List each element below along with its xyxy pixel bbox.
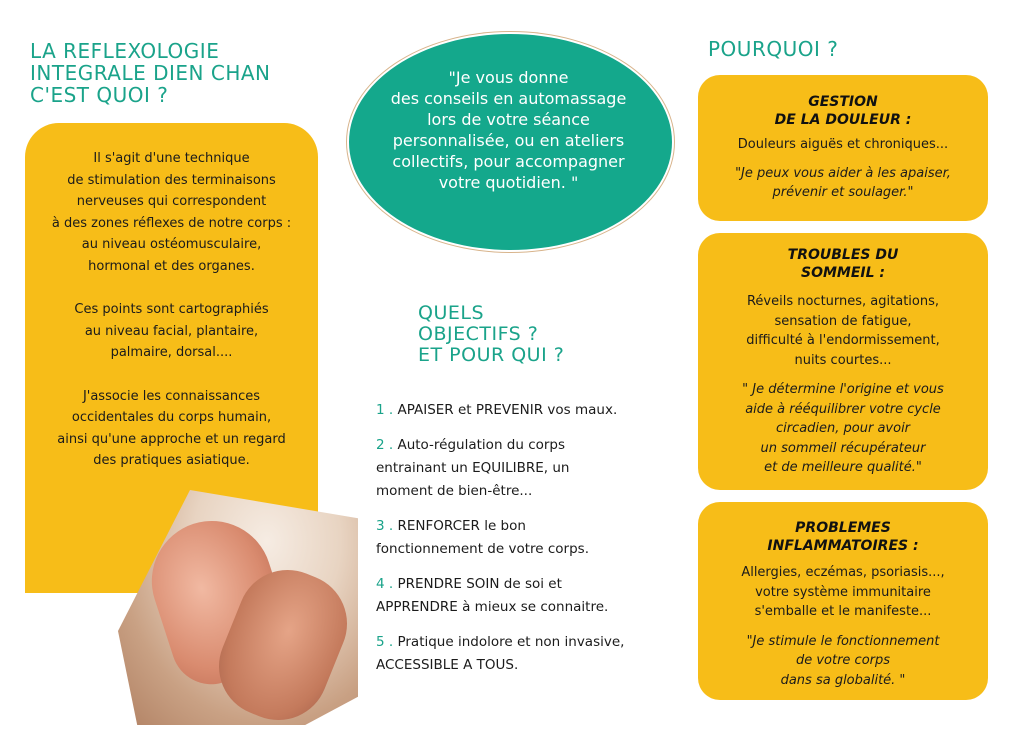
left-description — [25, 148, 318, 494]
card-body: Allergies, eczémas, psoriasis..., votre système immunitaire s'emballe et le manifeste... — [741, 565, 945, 619]
objective-text: Pratique indolore et non invasive, ACCESSIBLE A TOUS. — [376, 634, 625, 673]
left-heading-line: LA REFLEXOLOGIE — [30, 39, 220, 63]
card-body: Réveils nocturnes, agitations, sensation de fatigue, difficulté à l'endormissement, nuits courtes... — [746, 294, 940, 368]
description-paragraph: Ces points sont cartographiés au niveau facial, plantaire, palmaire, dorsal.... — [74, 302, 269, 361]
objective-item — [376, 573, 676, 619]
why-heading: POURQUOI ? — [708, 37, 839, 61]
objective-number: 5 . — [376, 634, 394, 650]
left-heading-line: INTEGRALE DIEN CHAN — [30, 61, 271, 85]
card-quote: "Je peux vous aider à les apaiser, prévenir et soulager." — [735, 165, 951, 200]
objectives-list — [376, 399, 676, 689]
objective-number: 1 . — [376, 402, 394, 418]
objective-number: 3 . — [376, 518, 394, 534]
card-title: TROUBLES DU SOMMEIL : — [787, 247, 899, 281]
objective-text: RENFORCER le bon fonctionnement de votre corps. — [376, 518, 589, 557]
description-paragraph: Il s'agit d'une technique de stimulation des terminaisons nerveuses qui correspondent à des zones réflexes de notre corps : au niveau ostéomusculaire, hormonal et des organes. — [51, 151, 292, 274]
objective-number: 4 . — [376, 576, 394, 592]
objective-item — [376, 515, 676, 561]
objectives-heading-line: QUELS — [418, 302, 485, 324]
objective-item — [376, 631, 676, 677]
left-heading — [30, 40, 330, 106]
card-title: GESTION DE LA DOULEUR : — [774, 94, 912, 128]
objectives-heading-line: ET POUR QUI ? — [418, 343, 565, 366]
objective-item — [376, 434, 676, 503]
objective-item — [376, 399, 676, 422]
inflammatory-problems-card — [698, 502, 988, 700]
description-paragraph: J'associe les connaissances occidentales du corps humain, ainsi qu'une approche et un regard des pratiques asiatique. — [57, 388, 286, 469]
objective-text: APAISER et PREVENIR vos maux. — [393, 402, 618, 418]
card-body: Douleurs aiguës et chroniques... — [737, 137, 949, 152]
card-quote: " Je détermine l'origine et vous aide à rééquilibrer votre cycle circadien, pour avoir un sommeil récupérateur et de meilleure qualité." — [742, 382, 944, 475]
objectives-heading — [418, 303, 564, 366]
card-title: PROBLEMES INFLAMMATOIRES : — [767, 520, 919, 554]
pain-management-card — [698, 75, 988, 221]
objective-number: 2 . — [376, 437, 394, 453]
objective-text: Auto-régulation du corps entrainant un EQUILIBRE, un moment de bien-être... — [376, 437, 570, 499]
automassage-quote: "Je vous donne des conseils en automassage lors de votre séance personnalisée, ou en ateliers collectifs, pour accompagner votre quotidien. " — [390, 68, 627, 192]
objective-text: PRENDRE SOIN de soi et APPRENDRE à mieux se connaitre. — [376, 576, 609, 615]
left-heading-line: C'EST QUOI ? — [30, 83, 169, 107]
card-quote: "Je stimule le fonctionnement de votre corps dans sa globalité. " — [746, 633, 940, 688]
objectives-heading-line: OBJECTIFS ? — [418, 322, 539, 345]
sleep-troubles-card — [698, 233, 988, 490]
